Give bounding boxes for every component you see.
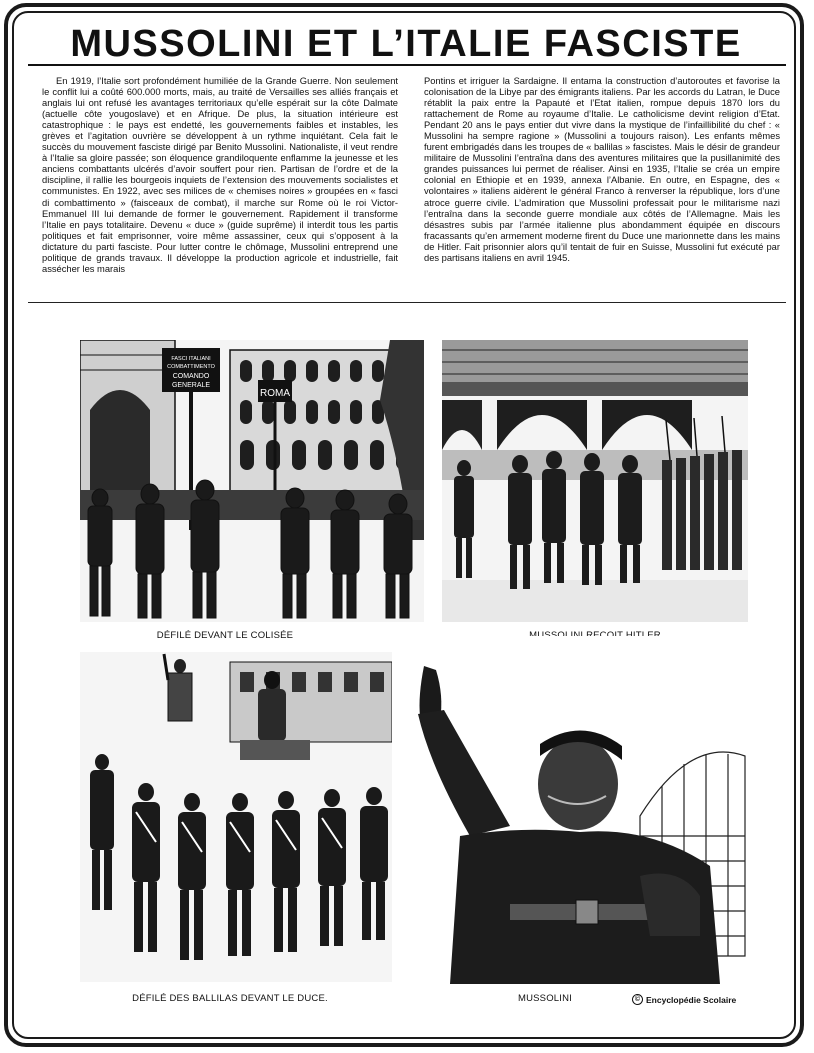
banner-text: ROMA [260,388,290,399]
page-title: MUSSOLINI ET L’ITALIE FASCISTE [70,23,742,65]
text-column-right: Pontins et irriguer la Sardaigne. Il entama la construction d’autoroutes et favorise la colonisation de la Libye par des émigrants italiens. Par les accords du Latran, le Duce rétablit la paix entre la Papauté et l’Etat italien, rompue depuis 1870 lors du rattachement de Rome au royaume d’Italie. Le catholicisme devint religion d’Etat. Pendant 20 ans le pays entier dut vivre dans la mystique de l’infaillibilité du chef : « Mussolini ha sempre ragione » (Mussolini a toujours raison). Les enfants mêmes furent embrigadés dans les troupes de « ballilas » fascistes. Mais le désir de grandeur militaire de Mussolini l’entraîna dans des aventures militaires que la pusillanimité des grandes puissances lui permet de réaliser. Ainsi en 1935, l’Italie se créa un empire colonial en Ethiopie et en 1939, annexa l’Albanie. En outre, en Espagne, des « volontaires » italiens aidèrent le général Franco à renverser la république, lors d’une atroce guerre civile. L’admiration que Mussolini professait pour le militarisme nazi l’entraîna dans la seconde guerre mondiale aux côtés de l’Allemagne. Mais les désastres subis par l’armée italienne plus abondamment équipée en discours fracassants qu’en armement moderne firent du Duce une marionnette dans les mains de Hitler. Fait prisonnier alors qu’il tentait de fuir en Suisse, Mussolini fut exécuté par des partisans italiens en avril 1945. [424,76,780,263]
copyright-icon: © [632,994,643,1005]
section-divider [28,302,786,303]
caption-colisee: DÉFILÉ DEVANT LE COLISÉE [156,630,294,641]
illustration-colisee [80,340,424,622]
caption-ballilas: DÉFILÉ DES BALLILAS DEVANT LE DUCE. [132,993,328,1004]
sign-text-4: GENERALE [171,382,211,389]
illustration-hitler [442,340,748,622]
illustration-ballilas [80,652,392,982]
text-column-left: En 1919, l’Italie sort profondément humiliée de la Grande Guerre. Non seulement le conflit lui a coûté 600.000 morts, mais, au traité de Versailles ses alliés français et anglais lui ont refusé les avantages territoriaux qu’elle espérait sur la côte Dalmate (actuelle côte yougoslave) et en Afrique. De plus, la situation intérieure est catastrophique : le pays est endetté, les gouvernements faibles et instables, les grèves et l’agitation ouvrière se développent à un rythme inquiétant. Cela fait le succès du mouvement fasciste dirigé par Benito Mussolini. Nationaliste, il veut rendre à l’Italie sa gloire passée; son éloquence grandiloquente enflamme la jeunesse et les anciens combattants ulcérés d’avoir souffert pour rien. Partisan de l’ordre et de la discipline, il rallie les bourgeois inquiets de l’extension des mouvements socialistes et communistes. En 1922, avec ses milices de « chemises noires » groupées en « fasci di combattimento » (faisceaux de combat), il marche sur Rome où le roi Victor-Emmanuel III lui demande de former le gouvernement. Rapidement il transforme l’Italie en pays totalitaire. Devenu « duce » (guide suprême) il interdit tous les partis politiques et fait emprisonner, voire même assassiner, ceux qui s’opposent à la dictature du parti fasciste. Pour lutter contre le chômage, Mussolini entreprend une politique de grands travaux. Il développe la production agricole et industrielle, fait assécher les marais [42,76,398,274]
sign-text-1: FASCI ITALIANI [171,356,211,362]
copyright-text: Encyclopédie Scolaire [646,994,737,1005]
sign-text-3: COMANDO [172,373,210,380]
caption-portrait: MUSSOLINI [517,993,573,1004]
title-rule [28,64,786,66]
illustration-portrait [400,636,748,984]
sign-text-2: COMBATTIMENTO [167,364,215,370]
copyright-notice [632,994,736,1005]
